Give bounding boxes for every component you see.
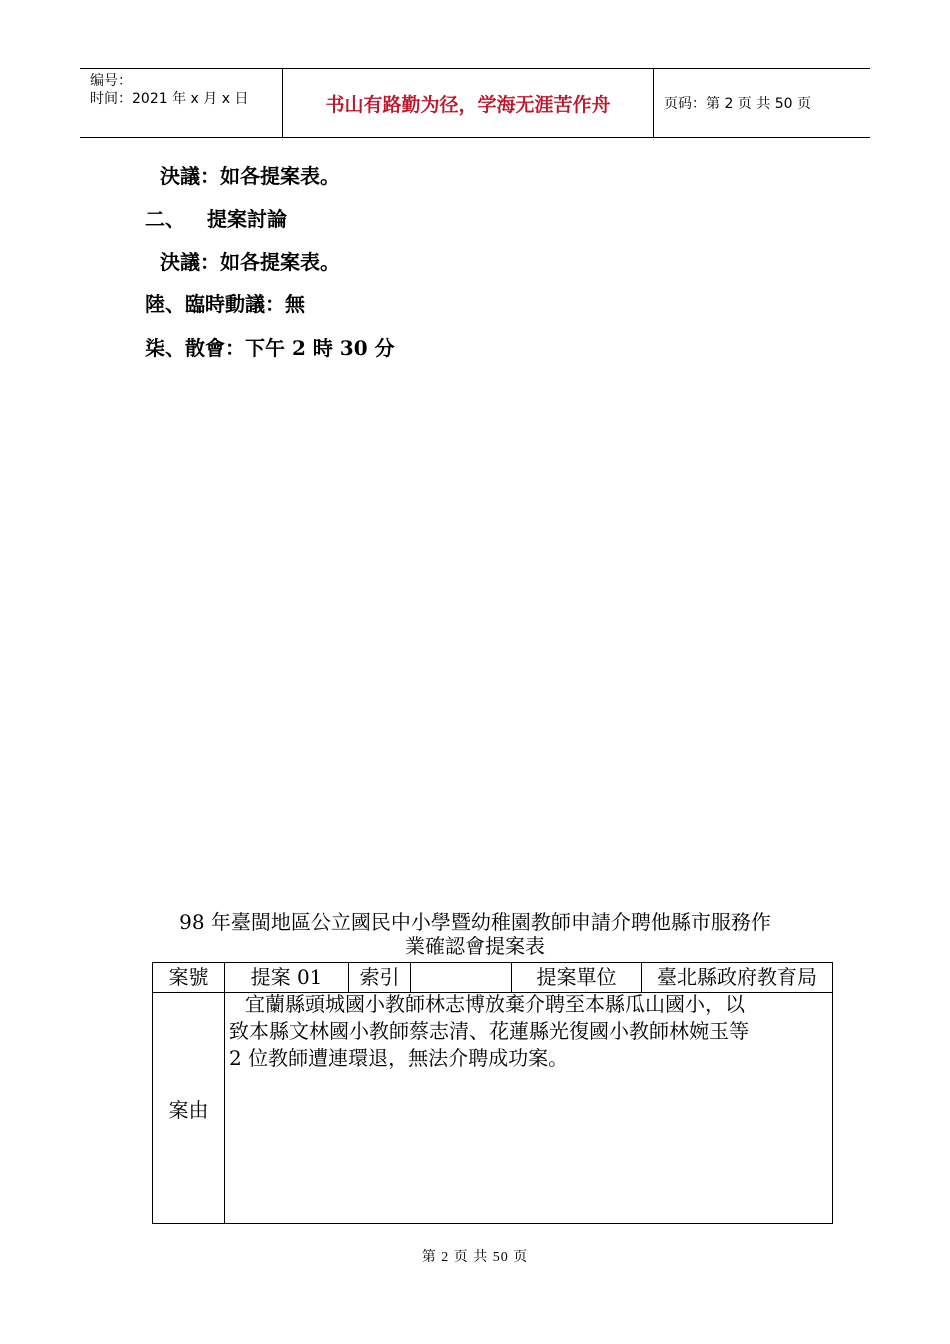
section-number: 二、: [145, 207, 185, 231]
proposal-title-line-1: 98 年臺閩地區公立國民中小學暨幼稚園教師申請介聘他縣市服務作: [179, 910, 771, 934]
adjournment-line: 柒、散會：下午 2 時 30 分: [145, 336, 395, 360]
proposal-reason-row: [153, 993, 832, 1223]
extempore-motions-line: 陸、臨時動議：無: [145, 292, 305, 316]
document-number-label: 编号：: [90, 73, 132, 89]
reason-line-2: 致本縣文林國小教師蔡志清、花蓮縣光復國小教師林婉玉等: [229, 1019, 749, 1043]
index-value: [411, 963, 512, 992]
proposing-unit-label: 提案單位: [512, 963, 642, 992]
section-heading-discussion: [145, 207, 287, 231]
document-date: 时间：2021 年 x 月 x 日: [90, 91, 249, 107]
resolution-line-1: 決議：如各提案表。: [160, 164, 340, 188]
header-page-info: 页码：第 2 页 共 50 页: [664, 96, 811, 112]
case-number-value: 提案 01: [225, 963, 349, 992]
reason-text: [229, 991, 819, 1072]
section-title: 提案討論: [207, 207, 287, 231]
proposal-table: [152, 962, 833, 1224]
proposal-title-line-2: 業確認會提案表: [405, 934, 545, 958]
header-motto: 书山有路勤为径，学海无涯苦作舟: [283, 69, 654, 137]
case-number-label: 案號: [153, 963, 225, 992]
index-label: 索引: [349, 963, 411, 992]
reason-label: 案由: [153, 993, 225, 1223]
page-header: [80, 68, 870, 138]
proposal-table-header-row: [153, 963, 832, 993]
proposing-unit-value: 臺北縣政府教育局: [657, 965, 817, 989]
reason-line-3: 2 位教師遭連環退，無法介聘成功案。: [229, 1046, 569, 1070]
header-meta: [80, 69, 283, 137]
reason-line-1: 宜蘭縣頭城國小教師林志博放棄介聘至本縣瓜山國小，以: [245, 992, 745, 1016]
resolution-line-2: 決議：如各提案表。: [160, 250, 340, 274]
page-footer: 第 2 页 共 50 页: [421, 1250, 529, 1265]
